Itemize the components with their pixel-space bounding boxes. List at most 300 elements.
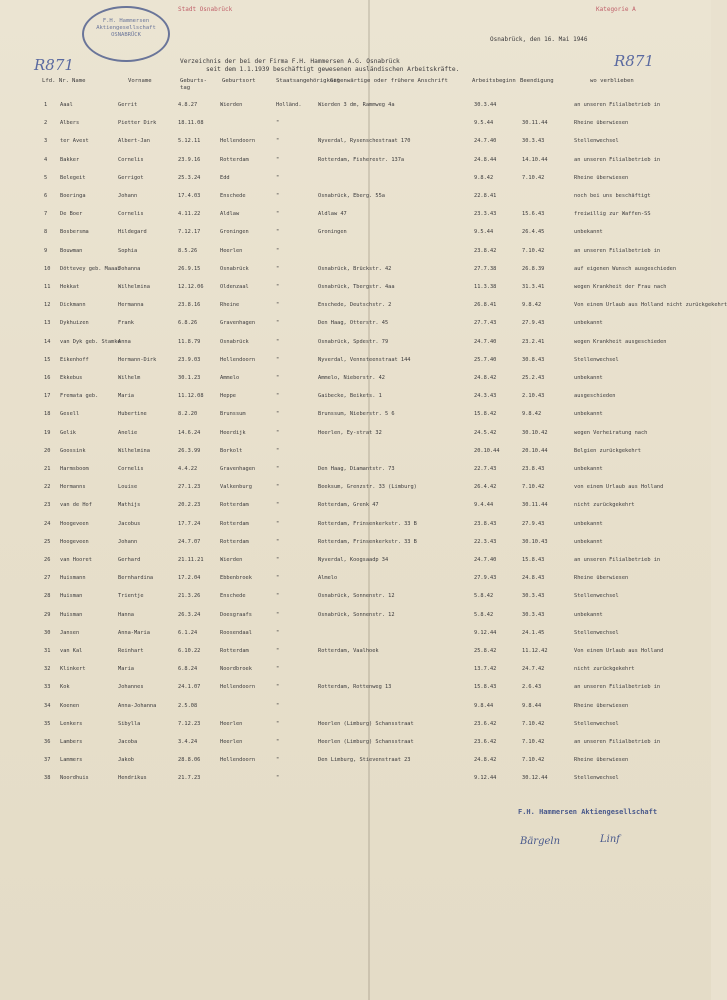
row-vorname: Frank bbox=[118, 320, 134, 327]
row-beginn: 9.5.44 bbox=[474, 229, 494, 236]
row-adresse: Den Haag, Otterstr. 45 bbox=[318, 320, 389, 327]
handwritten-ref-right: R871 bbox=[614, 52, 654, 70]
table-row bbox=[0, 102, 711, 112]
row-ende: 25.2.43 bbox=[522, 375, 545, 381]
row-adresse: Rotterdam, Fisherestr. 137a bbox=[318, 156, 405, 163]
table-row bbox=[0, 411, 711, 421]
row-vorname: Trientje bbox=[118, 593, 144, 600]
row-beginn: 23.6.42 bbox=[474, 739, 497, 745]
row-ende: 31.3.41 bbox=[522, 284, 545, 290]
row-ende: 30.11.44 bbox=[522, 502, 548, 509]
row-ende: 7.10.42 bbox=[522, 484, 545, 491]
row-staats: " bbox=[276, 757, 280, 764]
row-ende: 30.8.43 bbox=[522, 356, 545, 363]
row-vorname: Johannes bbox=[118, 684, 144, 691]
row-adresse: Groningen bbox=[318, 229, 347, 236]
row-staats: " bbox=[276, 702, 280, 709]
table-row bbox=[0, 521, 711, 531]
table-row bbox=[0, 775, 711, 785]
row-geburtsort: Gravenhagen bbox=[220, 466, 256, 472]
row-ende: 30.10.43 bbox=[522, 538, 548, 545]
row-geburtstag: 26.9.15 bbox=[178, 265, 201, 272]
row-geburtsort: Rotterdam bbox=[220, 648, 249, 654]
row-geburtsort: Heerlen bbox=[220, 720, 243, 727]
row-name: Fremata geb. bbox=[60, 393, 99, 400]
row-geburtstag: 7.12.23 bbox=[178, 720, 201, 727]
stamp-text: F.H. Hammersen Aktiengesellschaft OSNABRÜCK bbox=[96, 18, 156, 38]
row-verbleib: Belgien zurückgekehrt bbox=[574, 447, 641, 454]
row-staats: " bbox=[276, 666, 280, 673]
row-ende: 30.3.43 bbox=[522, 593, 545, 600]
row-verbleib: Von einem Urlaub aus Holland nicht zurückgekehrt bbox=[574, 302, 727, 309]
col-header-nr: Lfd. Nr. bbox=[42, 78, 69, 84]
row-staats: " bbox=[276, 193, 280, 199]
row-beginn: 24.8.42 bbox=[474, 375, 497, 381]
row-geburtsort: Wierden bbox=[220, 102, 243, 108]
row-vorname: Gerrit bbox=[118, 102, 138, 108]
row-geburtsort: Enschede bbox=[220, 593, 246, 600]
row-vorname: Wilhelmina bbox=[118, 284, 150, 290]
row-geburtstag: 17.4.03 bbox=[178, 193, 201, 199]
row-name: Koenen bbox=[60, 702, 80, 709]
table-row bbox=[0, 557, 711, 567]
row-verbleib: unbekannt bbox=[574, 375, 603, 381]
table-row bbox=[0, 612, 711, 622]
row-adresse: Nyverdal, Koogsaadp 34 bbox=[318, 557, 389, 563]
handwritten-ref-left: R871 bbox=[34, 56, 74, 74]
row-vorname: Cornelis bbox=[118, 211, 144, 218]
row-verbleib: ausgeschieden bbox=[574, 393, 616, 400]
row-geburtsort: Edd bbox=[220, 174, 230, 181]
row-beginn: 15.8.42 bbox=[474, 411, 497, 418]
row-verbleib: wegen Krankheit ausgeschieden bbox=[574, 338, 667, 345]
row-staats: " bbox=[276, 265, 280, 272]
row-ende: 30.11.44 bbox=[522, 120, 548, 127]
company-footer-stamp: F.H. Hammersen Aktiengesellschaft bbox=[518, 808, 658, 816]
row-nr: 5 bbox=[44, 174, 48, 181]
row-verbleib: an unseren Filialbetrieb in bbox=[574, 156, 661, 163]
row-vorname: Gerrigot bbox=[118, 174, 144, 181]
row-ende: 23.2.41 bbox=[522, 338, 545, 345]
row-vorname: Johanna bbox=[118, 265, 141, 272]
row-nr: 26 bbox=[44, 557, 51, 563]
row-beginn: 9.12.44 bbox=[474, 775, 497, 782]
row-adresse: Den Haag, Diamantstr. 73 bbox=[318, 466, 395, 472]
row-staats: " bbox=[276, 720, 280, 727]
table-row bbox=[0, 448, 711, 458]
row-geburtstag: 18.11.08 bbox=[178, 120, 204, 127]
row-verbleib: unbekannt bbox=[574, 320, 603, 327]
row-nr: 7 bbox=[44, 211, 48, 218]
row-geburtsort: Heerdijk bbox=[220, 429, 246, 436]
row-vorname: Mathijs bbox=[118, 502, 141, 509]
row-nr: 18 bbox=[44, 411, 51, 418]
table-row bbox=[0, 302, 727, 312]
row-verbleib: nicht zurückgekehrt bbox=[574, 666, 635, 673]
row-beginn: 24.3.43 bbox=[474, 393, 497, 400]
row-beginn: 20.10.44 bbox=[474, 447, 500, 454]
table-row bbox=[0, 684, 711, 694]
row-nr: 8 bbox=[44, 229, 48, 236]
row-adresse: Den Limburg, Stievenstraat 23 bbox=[318, 757, 411, 764]
row-name: Gelik bbox=[60, 429, 76, 436]
row-geburtstag: 17.7.24 bbox=[178, 520, 201, 527]
row-geburtstag: 28.8.06 bbox=[178, 757, 201, 764]
row-geburtstag: 6.1.24 bbox=[178, 629, 198, 636]
row-verbleib: unbekannt bbox=[574, 466, 603, 472]
row-name: Kok bbox=[60, 684, 70, 691]
row-verbleib: Rheine überwiesen bbox=[574, 757, 629, 764]
row-verbleib: unbekannt bbox=[574, 611, 603, 618]
row-name: Dickmann bbox=[60, 302, 86, 309]
row-nr: 16 bbox=[44, 375, 51, 381]
row-staats: " bbox=[276, 120, 280, 127]
row-geburtsort: Rotterdam bbox=[220, 538, 249, 545]
row-name: Noordhuis bbox=[60, 775, 89, 782]
row-adresse: Brunssum, Nieberstr. 5 6 bbox=[318, 411, 395, 418]
row-adresse: Heerlen, Ey-strat 32 bbox=[318, 429, 382, 436]
row-staats: " bbox=[276, 229, 280, 236]
row-geburtstag: 17.2.04 bbox=[178, 575, 201, 582]
row-name: Lenkers bbox=[60, 720, 83, 727]
row-beginn: 22.8.41 bbox=[474, 193, 497, 199]
row-staats: " bbox=[276, 484, 280, 491]
table-row bbox=[0, 375, 711, 385]
row-ende: 7.10.42 bbox=[522, 247, 545, 254]
row-vorname: Louise bbox=[118, 484, 138, 491]
row-name: Hekkat bbox=[60, 284, 80, 290]
row-geburtsort: Hellendoorn bbox=[220, 138, 256, 145]
row-adresse: Osnabrück, Sonnenstr. 12 bbox=[318, 611, 395, 618]
table-row bbox=[0, 138, 711, 148]
row-name: Gesell bbox=[60, 411, 80, 418]
row-vorname: Albert-Jan bbox=[118, 138, 150, 145]
row-staats: " bbox=[276, 593, 280, 600]
row-nr: 36 bbox=[44, 739, 51, 745]
row-ende: 9.8.44 bbox=[522, 702, 542, 709]
table-row bbox=[0, 211, 711, 221]
row-geburtsort: Borkolt bbox=[220, 447, 243, 454]
red-note-right: Kategorie A bbox=[596, 6, 636, 13]
row-nr: 24 bbox=[44, 520, 51, 527]
row-staats: " bbox=[276, 538, 280, 545]
row-adresse: Gaibecke, Beikets. 1 bbox=[318, 393, 382, 400]
row-vorname: Maria bbox=[118, 393, 134, 400]
row-geburtsort: Hellendoorn bbox=[220, 757, 256, 764]
row-vorname: Hermann-Dirk bbox=[118, 356, 157, 363]
row-vorname: Hanna bbox=[118, 611, 134, 618]
row-ende: 11.12.42 bbox=[522, 648, 548, 654]
row-verbleib: Rheine überwiesen bbox=[574, 174, 629, 181]
row-geburtsort: Oldenzaal bbox=[220, 284, 249, 290]
row-vorname: Pietter Dirk bbox=[118, 120, 157, 127]
row-geburtsort: Osnabrück bbox=[220, 265, 249, 272]
row-geburtsort: Rotterdam bbox=[220, 502, 249, 509]
row-staats: " bbox=[276, 302, 280, 309]
row-ende: 30.3.43 bbox=[522, 138, 545, 145]
row-ende: 24.8.43 bbox=[522, 575, 545, 582]
row-adresse: Ammelo, Nieberstr. 42 bbox=[318, 375, 385, 381]
row-vorname: Maria bbox=[118, 666, 134, 673]
row-vorname: Hermanna bbox=[118, 302, 144, 309]
col-header-staats: Staatsangehörigkeit bbox=[276, 78, 340, 84]
row-geburtstag: 12.12.06 bbox=[178, 284, 204, 290]
row-geburtstag: 2.5.08 bbox=[178, 702, 198, 709]
row-vorname: Gerhard bbox=[118, 557, 141, 563]
row-beginn: 27.7.38 bbox=[474, 265, 497, 272]
row-geburtsort: Osnabrück bbox=[220, 338, 249, 345]
row-beginn: 13.7.42 bbox=[474, 666, 497, 673]
row-verbleib: unbekannt bbox=[574, 229, 603, 236]
table-row bbox=[0, 266, 711, 276]
col-header-adresse: Gegenwärtige oder frühere Anschrift bbox=[330, 78, 448, 84]
row-geburtstag: 21.3.26 bbox=[178, 593, 201, 600]
row-nr: 20 bbox=[44, 447, 51, 454]
row-geburtstag: 8.5.26 bbox=[178, 247, 198, 254]
row-geburtsort: Rotterdam bbox=[220, 520, 249, 527]
row-nr: 14 bbox=[44, 338, 51, 345]
row-vorname: Wilhelmina bbox=[118, 447, 150, 454]
row-adresse: Beeksum, Grenzstr. 33 (Limburg) bbox=[318, 484, 417, 491]
row-ende: 2.10.43 bbox=[522, 393, 545, 400]
table-row bbox=[0, 630, 711, 640]
row-adresse: Heerlen (Limburg) Schansstraat bbox=[318, 739, 414, 745]
row-geburtstag: 26.3.24 bbox=[178, 611, 201, 618]
row-verbleib: an unseren Filialbetrieb in bbox=[574, 102, 661, 108]
red-note-left: Stadt Osnabrück bbox=[178, 6, 233, 13]
row-staats: " bbox=[276, 520, 280, 527]
table-row bbox=[0, 393, 711, 403]
row-adresse: Rotterdam, Frinsenkerkstr. 33 B bbox=[318, 520, 417, 527]
table-row bbox=[0, 703, 711, 713]
row-geburtstag: 8.2.20 bbox=[178, 411, 198, 418]
row-geburtstag: 11.12.08 bbox=[178, 393, 204, 400]
row-nr: 6 bbox=[44, 193, 48, 199]
row-beginn: 9.8.44 bbox=[474, 702, 494, 709]
table-row bbox=[0, 757, 711, 767]
row-beginn: 25.7.40 bbox=[474, 356, 497, 363]
row-staats: " bbox=[276, 338, 280, 345]
row-geburtstag: 23.9.16 bbox=[178, 156, 201, 163]
row-beginn: 22.7.43 bbox=[474, 466, 497, 472]
row-name: Bouwman bbox=[60, 247, 83, 254]
row-vorname: Hubertine bbox=[118, 411, 147, 418]
row-name: Döttevey geb. Maaab bbox=[60, 265, 121, 272]
row-verbleib: freiwillig zur Waffen-SS bbox=[574, 211, 651, 218]
table-row bbox=[0, 484, 711, 494]
row-name: De Boer bbox=[60, 211, 83, 218]
row-name: Belegeit bbox=[60, 174, 86, 181]
row-geburtstag: 30.1.23 bbox=[178, 375, 201, 381]
row-adresse: Osnabrück, Brückstr. 42 bbox=[318, 265, 392, 272]
row-verbleib: an unseren Filialbetrieb in bbox=[574, 247, 661, 254]
row-adresse: Nyverdal, Rysenschestraat 170 bbox=[318, 138, 411, 145]
signature-1: Bärgeln bbox=[520, 836, 561, 847]
row-adresse: Osnabrück, Tbergstr. 4aa bbox=[318, 284, 395, 290]
row-ende: 30.10.42 bbox=[522, 429, 548, 436]
row-name: van Kal bbox=[60, 648, 83, 654]
paper-fold bbox=[368, 0, 370, 1000]
row-verbleib: wegen Krankheit der Frau nach bbox=[574, 284, 667, 290]
row-geburtstag: 7.12.17 bbox=[178, 229, 201, 236]
row-geburtsort: Ebbenbroek bbox=[220, 575, 252, 582]
row-beginn: 23.8.42 bbox=[474, 247, 497, 254]
row-name: Jansen bbox=[60, 629, 80, 636]
row-beginn: 11.3.38 bbox=[474, 284, 497, 290]
row-name: Klinkert bbox=[60, 666, 86, 673]
table-row bbox=[0, 229, 711, 239]
row-geburtsort: Rotterdam bbox=[220, 156, 249, 163]
table-row bbox=[0, 466, 711, 476]
row-nr: 27 bbox=[44, 575, 51, 582]
table-row bbox=[0, 193, 711, 203]
row-ende: 9.8.42 bbox=[522, 411, 542, 418]
row-vorname: Reinhart bbox=[118, 648, 144, 654]
row-geburtsort: Hellendoorn bbox=[220, 356, 256, 363]
row-geburtstag: 4.4.22 bbox=[178, 466, 198, 472]
row-geburtstag: 6.8.24 bbox=[178, 666, 198, 673]
col-header-beginn: Arbeitsbeginn bbox=[472, 78, 516, 84]
col-header-geburtstag: Geburts-tag bbox=[180, 78, 207, 91]
row-vorname: Jakob bbox=[118, 757, 134, 764]
title-line-2: seit dem 1.1.1939 beschäftigt gewesenen ausländischen Arbeitskräfte. bbox=[206, 66, 460, 73]
row-verbleib: unbekannt bbox=[574, 411, 603, 418]
row-vorname: Cornelis bbox=[118, 466, 144, 472]
row-name: Dykhuizen bbox=[60, 320, 89, 327]
row-geburtsort: Gravenhagen bbox=[220, 320, 256, 327]
row-vorname: Cornelis bbox=[118, 156, 144, 163]
row-vorname: Wilhelm bbox=[118, 375, 141, 381]
row-beginn: 25.8.42 bbox=[474, 648, 497, 654]
row-beginn: 24.7.40 bbox=[474, 138, 497, 145]
row-verbleib: Stellenwechsel bbox=[574, 720, 619, 727]
table-row bbox=[0, 502, 711, 512]
row-nr: 25 bbox=[44, 538, 51, 545]
row-beginn: 24.7.40 bbox=[474, 338, 497, 345]
row-geburtsort: Groningen bbox=[220, 229, 249, 236]
row-name: Hermanns bbox=[60, 484, 86, 491]
row-geburtstag: 27.1.23 bbox=[178, 484, 201, 491]
row-vorname: Hendrikus bbox=[118, 775, 147, 782]
row-ende: 24.1.45 bbox=[522, 629, 545, 636]
table-row bbox=[0, 157, 711, 167]
row-name: Huisman bbox=[60, 611, 83, 618]
company-round-stamp bbox=[82, 6, 170, 62]
row-name: van Dyk geb. Stamke bbox=[60, 338, 121, 345]
row-nr: 28 bbox=[44, 593, 51, 600]
row-geburtstag: 3.4.24 bbox=[178, 739, 198, 745]
title-line-1: Verzeichnis der bei der Firma F.H. Hammersen A.G. Osnabrück bbox=[180, 58, 400, 65]
row-staats: " bbox=[276, 447, 280, 454]
row-geburtsort: Heerlen bbox=[220, 739, 243, 745]
row-nr: 4 bbox=[44, 156, 48, 163]
row-ende: 27.9.43 bbox=[522, 320, 545, 327]
row-adresse: Osnabrück, Sonnenstr. 12 bbox=[318, 593, 395, 600]
row-vorname: Anelie bbox=[118, 429, 138, 436]
row-staats: " bbox=[276, 775, 280, 782]
row-ende: 15.6.43 bbox=[522, 211, 545, 218]
place-date: Osnabrück, den 16. Mai 1946 bbox=[490, 36, 588, 43]
row-name: Huisman bbox=[60, 593, 83, 600]
row-verbleib: von einem Urlaub aus Holland bbox=[574, 484, 664, 491]
row-ende: 7.10.42 bbox=[522, 757, 545, 764]
row-geburtsort: Noordbroek bbox=[220, 666, 252, 673]
row-beginn: 9.8.42 bbox=[474, 174, 494, 181]
row-geburtstag: 23.9.03 bbox=[178, 356, 201, 363]
row-verbleib: Rheine überwiesen bbox=[574, 120, 629, 127]
row-verbleib: an unseren Filialbetrieb in bbox=[574, 684, 661, 691]
row-staats: " bbox=[276, 211, 280, 218]
row-adresse: Heerlen (Limburg) Schansstraat bbox=[318, 720, 414, 727]
row-vorname: Jacobus bbox=[118, 520, 141, 527]
row-geburtstag: 4.8.27 bbox=[178, 102, 198, 108]
row-verbleib: Rheine überwiesen bbox=[574, 575, 629, 582]
row-ende: 2.6.43 bbox=[522, 684, 542, 691]
row-staats: " bbox=[276, 393, 280, 400]
row-nr: 13 bbox=[44, 320, 51, 327]
row-verbleib: an unseren Filialbetrieb in bbox=[574, 557, 661, 563]
row-nr: 11 bbox=[44, 284, 51, 290]
row-geburtsort: Brunssum bbox=[220, 411, 246, 418]
row-verbleib: Stellenwechsel bbox=[574, 138, 619, 145]
row-name: Lambers bbox=[60, 739, 83, 745]
table-row bbox=[0, 120, 711, 130]
row-geburtsort: Heerlen bbox=[220, 247, 243, 254]
row-beginn: 30.3.44 bbox=[474, 102, 497, 108]
row-geburtstag: 4.11.22 bbox=[178, 211, 201, 218]
row-beginn: 27.7.43 bbox=[474, 320, 497, 327]
row-adresse: Almelo bbox=[318, 575, 338, 582]
row-beginn: 9.4.44 bbox=[474, 502, 494, 509]
row-geburtsort: Roosendaal bbox=[220, 629, 252, 636]
row-staats: " bbox=[276, 174, 280, 181]
row-name: Bakker bbox=[60, 156, 80, 163]
row-ende: 15.8.43 bbox=[522, 557, 545, 563]
row-verbleib: auf eigenen Wunsch ausgeschieden bbox=[574, 265, 677, 272]
table-row bbox=[0, 539, 711, 549]
row-nr: 30 bbox=[44, 629, 51, 636]
row-vorname: Sophia bbox=[118, 247, 138, 254]
row-nr: 22 bbox=[44, 484, 51, 491]
row-geburtstag: 21.11.21 bbox=[178, 557, 204, 563]
row-geburtstag: 14.6.24 bbox=[178, 429, 201, 436]
col-header-verbleib: wo verblieben bbox=[590, 78, 634, 84]
row-geburtsort: Hellendoorn bbox=[220, 684, 256, 691]
row-staats: " bbox=[276, 247, 280, 254]
row-nr: 35 bbox=[44, 720, 51, 727]
row-geburtstag: 24.7.07 bbox=[178, 538, 201, 545]
table-row bbox=[0, 357, 711, 367]
table-row bbox=[0, 248, 711, 258]
row-nr: 23 bbox=[44, 502, 51, 509]
row-geburtsort: Rheine bbox=[220, 302, 240, 309]
row-name: van de Hof bbox=[60, 502, 92, 509]
row-name: Huismann bbox=[60, 575, 86, 582]
row-staats: " bbox=[276, 138, 280, 145]
row-ende: 26.4.45 bbox=[522, 229, 545, 236]
row-staats: " bbox=[276, 466, 280, 472]
row-verbleib: Von einem Urlaub aus Holland bbox=[574, 648, 664, 654]
row-nr: 38 bbox=[44, 775, 51, 782]
row-name: Ekkebus bbox=[60, 375, 83, 381]
row-geburtsort: Ammelo bbox=[220, 375, 240, 381]
row-adresse: Osnabrück, Spdestr. 79 bbox=[318, 338, 389, 345]
row-nr: 29 bbox=[44, 611, 51, 618]
row-verbleib: nicht zurückgekehrt bbox=[574, 502, 635, 509]
row-beginn: 9.12.44 bbox=[474, 629, 497, 636]
row-vorname: Johann bbox=[118, 193, 138, 199]
row-adresse: Rotterdam, Vaalhoek bbox=[318, 648, 379, 654]
